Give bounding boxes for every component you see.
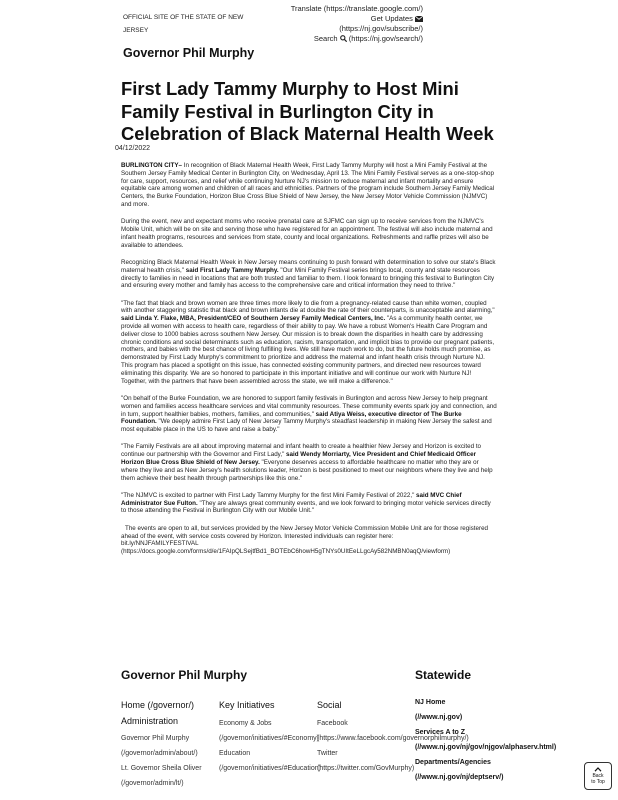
paragraph-5 bbox=[121, 395, 497, 434]
search-link[interactable] bbox=[240, 34, 423, 45]
search-icon bbox=[340, 35, 347, 45]
quote-attribution: said Wendy Morriarty, Vice President and Chief Medicaid Officer Horizon Blue Cross Blue Shield of New Jersey. bbox=[121, 451, 477, 466]
twitter-link[interactable]: Twitter bbox=[317, 750, 338, 757]
footer-social-heading: Social bbox=[317, 700, 342, 710]
footer-col-statewide bbox=[415, 695, 556, 785]
official-line-1: OFFICIAL SITE OF THE STATE OF NEW bbox=[123, 14, 244, 21]
footer-link[interactable]: Education bbox=[219, 750, 251, 757]
statewide-heading: Statewide bbox=[415, 668, 472, 682]
article-body bbox=[121, 162, 497, 565]
quote-text: Recognizing Black Maternal Health Week in New Jersey means continuing to push forward with determination to solve our state's Black maternal health crisis," bbox=[121, 258, 496, 274]
statewide-link[interactable]: Services A to Z bbox=[415, 729, 466, 736]
translate-link[interactable]: Translate (https://translate.google.com/) bbox=[290, 4, 423, 13]
paragraph-1 bbox=[121, 162, 497, 209]
paragraph-8 bbox=[121, 525, 497, 556]
paragraph-3 bbox=[121, 259, 497, 290]
statewide-link[interactable]: Departments/Agencies bbox=[415, 759, 491, 766]
footer-link-url[interactable]: (/governor/admin/about/) bbox=[121, 750, 198, 757]
registration-link[interactable]: bit.ly/NNJFAMILYFESTIVAL bbox=[121, 540, 199, 548]
get-updates-url[interactable]: (https://nj.gov/subscribe/) bbox=[339, 24, 423, 33]
dateline: BURLINGTON CITY– bbox=[121, 162, 182, 169]
facebook-url[interactable]: (https://www.facebook.com/governorphilmurphy/) bbox=[317, 735, 469, 742]
quote-attribution: said MVC Chief Administrator Sue Fulton. bbox=[121, 491, 462, 507]
footer-link-url[interactable]: (/governor/admin/lt/) bbox=[121, 780, 184, 787]
envelope-icon bbox=[415, 15, 423, 25]
statewide-url[interactable]: (//www.nj.gov/nj/gov/njgov/alphaserv.html) bbox=[415, 744, 557, 751]
quote-text: "They are always great community events, and we look forward to bringing motor vehicle services directly to those attending the Festival in Burlington City with our Mobile Unit." bbox=[121, 499, 491, 515]
footer-col-governor bbox=[121, 700, 202, 791]
footer-initiatives-heading: Key Initiatives bbox=[219, 700, 275, 710]
facebook-link[interactable]: Facebook bbox=[317, 720, 348, 727]
governor-brand-link[interactable]: Governor Phil Murphy bbox=[123, 46, 255, 60]
registration-url[interactable]: (https://docs.google.com/forms/d/e/1FAIpQLSejtfBd1_BOTEbC6howH5gTNYs0UItEeLLgcAy582NMBN0aqQ/viewform) bbox=[121, 548, 451, 556]
search-url: (https://nj.gov/search/) bbox=[348, 33, 423, 43]
statewide-link[interactable]: NJ Home bbox=[415, 699, 446, 706]
quote-text: "On behalf of the Burke Foundation, we are honored to support family festivals in Burlington and across New Jersey to help pregnant women and families access healthcare services and vital community resources. These community events spark joy and connection, and in turn, support healthier babies, mothers, families, and communities," bbox=[121, 394, 497, 418]
paragraph-7 bbox=[121, 492, 497, 515]
get-updates-link[interactable] bbox=[240, 14, 423, 25]
twitter-url[interactable]: (https://twitter.com/GovMurphy) bbox=[317, 765, 415, 772]
footer-link[interactable]: Governor Phil Murphy bbox=[121, 735, 190, 742]
quote-text: "The fact that black and brown women are three times more likely to die from a pregnancy-related cause than white women, coupled with another staggering statistic that black and brown infants die at double the rate of their counterparts, is unacceptable and alarming," bbox=[121, 299, 495, 315]
quote-text: "The Family Festivals are all about improving maternal and infant health to create a healthier New Jersey and Horizon is excited to continue our partnership with the Governor and First Lady," bbox=[121, 443, 482, 459]
search-label: Search bbox=[313, 33, 338, 43]
footer-brand: Governor Phil Murphy bbox=[121, 668, 248, 682]
paragraph-1-text: In recognition of Black Maternal Health Week, First Lady Tammy Murphy will host a Mini Family Festival at the Southern Jersey Family Medical Center in Burlington City, on Wednesday, April 13. The Mini Family Festival serves as a one-stop-shop for care, support, resources, and relief while continuing Nurture NJ's mission to reduce maternal and infant mortality and ensure equitable care among women and children of all races and ethnicities. Partners of the program include Southern Jersey Family Medical Centers, the Burke Foundation, Horizon Blue Cross Blue Shield of New Jersey, the New Jersey Motor Vehicle Commission (NJMVC) and more. bbox=[121, 162, 495, 208]
footer-home-link[interactable]: Home (/governor/) bbox=[121, 700, 195, 710]
paragraph-4 bbox=[121, 300, 497, 386]
quote-text: "We deeply admire First Lady of New Jersey Tammy Murphy's steadfast leadership in making New Jersey the safest and most equitable place in the US to have and raise a baby." bbox=[121, 418, 492, 434]
footer-link-url[interactable]: (/governor/initiatives/#Economy) bbox=[219, 735, 319, 742]
quote-attribution: said Linda Y. Flake, MBA, President/CEO of Southern Jersey Family Medical Centers, Inc. bbox=[121, 315, 386, 323]
quote-text: "Everyone deserves access to affordable healthcare no matter who they are or where they live and as New Jersey's health solutions leader, Horizon is best positioned to meet our neighbors where they live and help them achieve their best health through partnerships like this one." bbox=[121, 459, 493, 482]
footer-link[interactable]: Lt. Governor Sheila Oliver bbox=[121, 765, 202, 772]
quote-text: "The NJMVC is excited to partner with First Lady Tammy Murphy for the first Mini Family Festival of 2022," bbox=[121, 491, 415, 499]
statewide-url[interactable]: (//www.nj.gov/nj/deptserv/) bbox=[415, 774, 504, 781]
paragraph-6 bbox=[121, 443, 497, 482]
article-date: 04/12/2022 bbox=[115, 145, 151, 152]
article-title: First Lady Tammy Murphy to Host Mini Family Festival in Burlington City in Celebration of Black Maternal Health Week bbox=[121, 78, 494, 144]
utility-links bbox=[240, 4, 423, 44]
footer-link-url[interactable]: (/governor/initiatives/#Education) bbox=[219, 765, 321, 772]
quote-text: "As a community health center, we provide all women with access to health care, regardless of their ability to pay. We have a robust Women's Health Care Program and deliver close to 1000 babies across southern New Jersey. Our mission is to break down the disparities in health care by addressing chronic conditions and social determinants such as education, racism, transportation, and implicit bias to provide our pregnant patients, mothers, and babies with the best chance of living fulfilling lives. We still have much work to do, but the future holds much promise, as demonstrated by First Lady Murphy's commitment to prioritize and address the maternal and infant health crisis through Nurture NJ. This program has placed a spotlight on this issue, has connected existing community partners, and directed new resources toward eliminating this disparity. We are so honored to participate in this important initiative and will continue our work with Nurture NJ! Together, with the partners that have been assembled across the state, we will make a difference." bbox=[121, 315, 495, 385]
get-updates-label: Get Updates bbox=[370, 13, 413, 23]
back-to-top-button[interactable] bbox=[584, 762, 612, 790]
quote-attribution: said Atiya Weiss, executive director of The Burke Foundation. bbox=[121, 410, 462, 426]
chevron-up-icon bbox=[585, 767, 611, 772]
quote-text: "Our Mini Family Festival series brings local, county and state resources directly to families in need in locations that are both trusted and familiar to them. I look forward to bringing this festival to Burlington City and ensuring every mother and family has access to the comprehensive care and critical information they need to thrive." bbox=[121, 266, 495, 290]
official-line-2: JERSEY bbox=[123, 27, 149, 34]
paragraph-2: During the event, new and expectant moms who receive prenatal care at SJFMC can sign up to receive services from the NJMVC's Mobile Unit, which will be on site and serving those who have registered for an appointment. The festival will also include maternal and infant health programs, resources and services from state, county and local organizations. Refreshments and raffle prizes will also be available to attendees. bbox=[121, 218, 493, 249]
statewide-url[interactable]: (//www.nj.gov) bbox=[415, 714, 463, 721]
footer-col-initiatives bbox=[219, 700, 321, 776]
quote-attribution: said First Lady Tammy Murphy. bbox=[184, 266, 279, 274]
registration-text: The events are open to all, but services provided by the New Jersey Motor Vehicle Commission Mobile Unit are for those registered ahead of the event, with service costs covered by Horizon. Interested individuals can register here: bbox=[121, 524, 489, 540]
footer-administration-heading: Administration bbox=[121, 716, 179, 726]
back-to-top-label: Back bbox=[592, 773, 604, 779]
footer-link[interactable]: Economy & Jobs bbox=[219, 720, 272, 727]
back-to-top-label: to Top bbox=[591, 779, 605, 785]
